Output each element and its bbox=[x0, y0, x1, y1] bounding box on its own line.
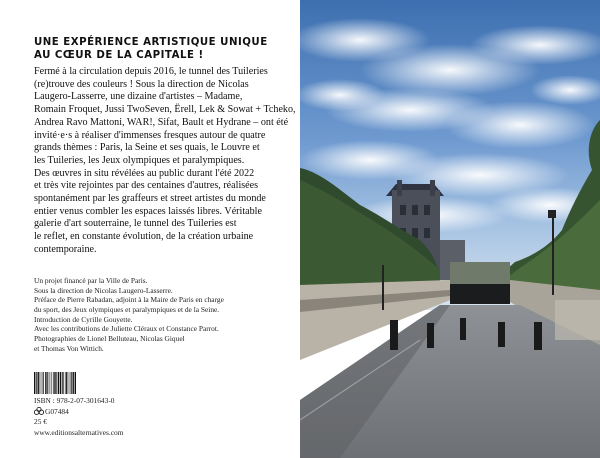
tunnel-photo bbox=[300, 0, 600, 458]
credits-line: et Thomas Von Wittich. bbox=[34, 343, 104, 353]
code-text: G07484 bbox=[45, 406, 69, 416]
credits-line: Un projet financé par la Ville de Paris. bbox=[34, 276, 148, 285]
body-line: entier venus combler les espaces laissés libres. Véritable bbox=[34, 205, 262, 217]
publisher-logo-icon bbox=[34, 407, 44, 415]
price: 25 € bbox=[34, 417, 47, 426]
credits-line: Introduction de Cyrille Gouyette. bbox=[34, 314, 133, 324]
description-text bbox=[34, 66, 300, 257]
headline bbox=[34, 36, 294, 62]
distant-street bbox=[450, 262, 510, 284]
credits-line: Préface de Pierre Rabadan, adjoint à la Maire de Paris en charge bbox=[34, 295, 224, 305]
body-line: invité·e·s à réaliser d'immenses fresques autour de quatre bbox=[34, 129, 266, 141]
body-line: spontanément par les graffeurs et street artistes du monde bbox=[34, 193, 266, 205]
barcode-icon bbox=[34, 372, 94, 394]
publication-info bbox=[34, 396, 123, 438]
body-line: Fermé à la circulation depuis 2016, le tunnel des Tuileries bbox=[34, 66, 268, 77]
body-line: Andrea Ravo Mattoni, WAR!, Sifat, Bault et Hydrane – ont été bbox=[34, 116, 289, 128]
body-line: (re)trouve des couleurs ! Sous la direction de Nicolas bbox=[34, 78, 249, 90]
credits-line: Avec les contributions de Juliette Cléraux et Constance Parrot. bbox=[34, 324, 219, 334]
body-line: galerie d'art souterraine, le tunnel des Tuileries est bbox=[34, 218, 237, 230]
tunnel-entrance bbox=[450, 284, 510, 304]
body-line: le reflet, en constante évolution, de la création urbaine bbox=[34, 231, 254, 243]
headline-line: AU CŒUR DE LA CAPITALE ! bbox=[34, 50, 204, 61]
headline-line: UNE EXPÉRIENCE ARTISTIQUE UNIQUE bbox=[34, 37, 268, 48]
publisher-code bbox=[34, 407, 123, 418]
credits-line: Sous la direction de Nicolas Laugero-Lasserre. bbox=[34, 285, 173, 295]
body-line: les Tuileries, les Jeux olympiques et paralympiques. bbox=[34, 154, 245, 166]
body-line: Romain Froquet, Jussi TwoSeven, Ërell, Lek & Sowat + Tcheko, bbox=[34, 104, 296, 116]
credits bbox=[34, 276, 296, 353]
body-line: grands thèmes : Paris, la Seine et ses quais, le Louvre et bbox=[34, 142, 260, 154]
credits-line: du sport, des Jeux olympiques et paralympiques et de la Seine. bbox=[34, 304, 220, 314]
website-link[interactable]: www.editionsalternatives.com bbox=[34, 427, 124, 437]
cover-photo bbox=[300, 0, 600, 458]
body-line: Laugero-Lasserre, une dizaine d'artistes – Madame, bbox=[34, 91, 243, 103]
isbn: ISBN : 978-2-07-301643-0 bbox=[34, 396, 115, 405]
body-line: Des œuvres in situ révélées au public durant l'été 2022 bbox=[34, 167, 255, 179]
body-line: contemporaine. bbox=[34, 243, 97, 255]
body-line: et très vite rejointes par des centaines d'autres, réalisées bbox=[34, 180, 259, 192]
credits-line: Photographies de Lionel Belluteau, Nicolas Giquel bbox=[34, 333, 185, 343]
